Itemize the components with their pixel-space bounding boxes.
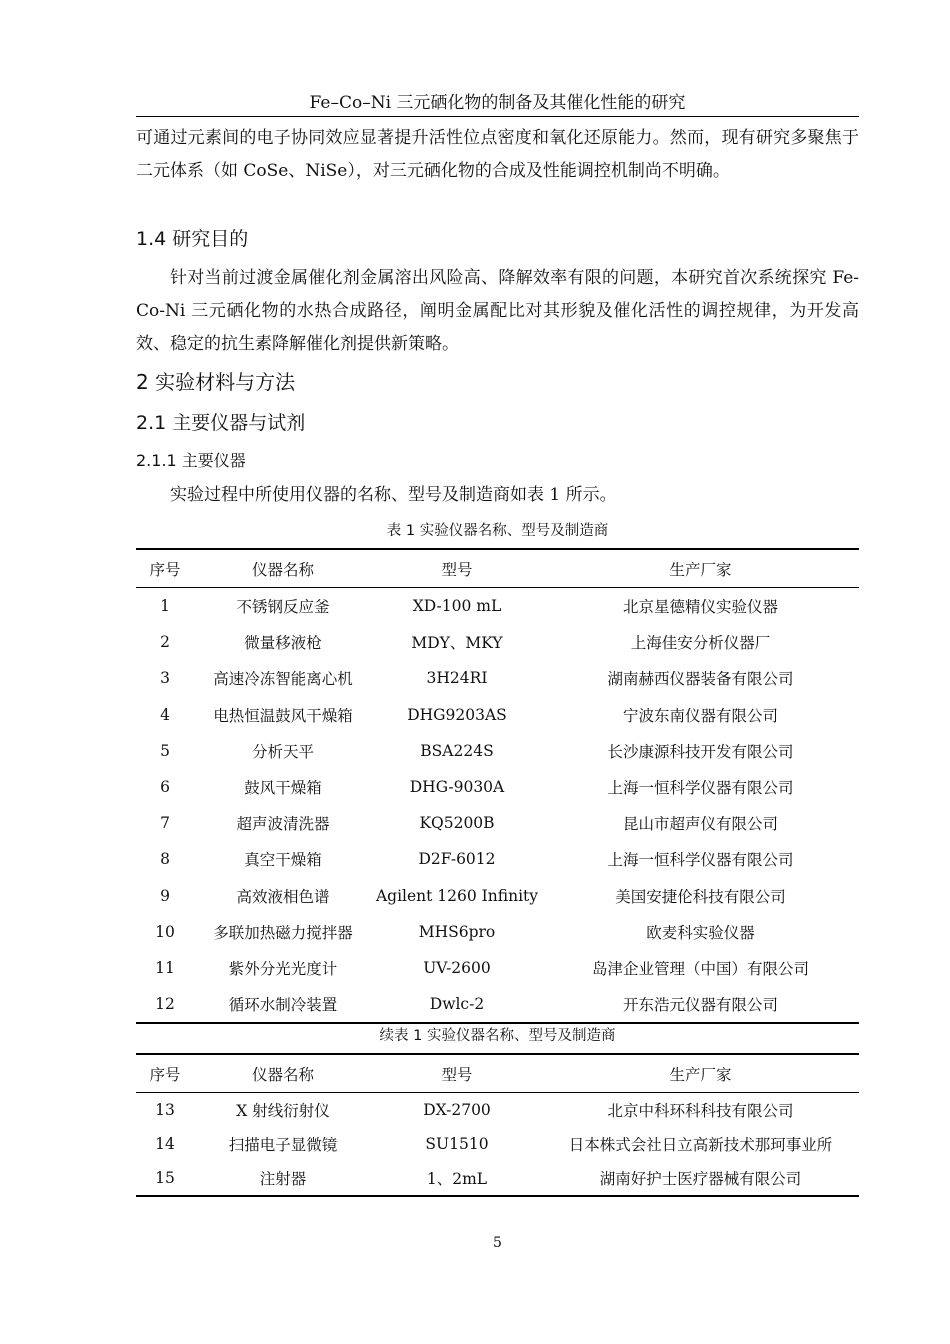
table-cell: 北京中科环科科技有限公司	[607, 1102, 794, 1120]
paragraph-2-1-1: 实验过程中所使用仪器的名称、型号及制造商如表 1 所示。	[170, 485, 617, 505]
table-cell: 昆山市超声仪有限公司	[622, 815, 778, 834]
table-row	[136, 769, 859, 805]
table-cell: 8	[160, 850, 170, 869]
table-cell: DHG9203AS	[407, 705, 507, 724]
table-row	[136, 733, 859, 769]
running-header: Fe–Co–Ni 三元硒化物的制备及其催化性能的研究	[309, 93, 686, 113]
table-cell: 1、2mL	[426, 1170, 488, 1188]
table-1-continued	[136, 1053, 859, 1197]
table-cell: 鼓风干燥箱	[244, 779, 322, 798]
column-header: 仪器名称	[194, 1054, 372, 1093]
table-cell: 上海一恒科学仪器有限公司	[607, 851, 794, 870]
table-cell: 14	[155, 1135, 175, 1153]
table-row	[136, 878, 859, 914]
table-cell: 欧麦科实验仪器	[646, 923, 755, 942]
table-cell: 上海佳安分析仪器厂	[630, 634, 771, 653]
table-row	[136, 1161, 859, 1196]
paragraph-1-4: 针对当前过渡金属催化剂金属溶出风险高、降解效率有限的问题，本研究首次系统探究 Fe-Co-Ni 三元硒化物的水热合成路径，阐明金属配比对其形貌及催化活性的调控规律，为开发高效、稳定的抗生素降解催化剂提供新策略。	[136, 268, 859, 354]
table-cell: 湖南好护士医疗器械有限公司	[599, 1170, 802, 1188]
table-cell: 真空干燥箱	[244, 851, 322, 870]
table-cell: 湖南赫西仪器装备有限公司	[607, 670, 794, 689]
table-row	[136, 986, 859, 1023]
table-row	[136, 588, 859, 625]
table-cell: 10	[155, 922, 175, 941]
table-cell: SU1510	[425, 1135, 489, 1153]
table-cell: 岛津企业管理（中国）有限公司	[591, 959, 809, 978]
table-cell: 循环水制冷装置	[228, 996, 338, 1015]
table-cell: 2	[160, 633, 170, 652]
table-header-row	[136, 1054, 859, 1093]
table-1	[136, 548, 859, 1024]
column-header: 生产厂家	[542, 549, 859, 588]
table-cell: 多联加热磁力搅拌器	[213, 923, 353, 942]
table-cell: 分析天平	[251, 742, 314, 761]
heading-2: 2 实验材料与方法	[136, 370, 296, 394]
table-cell: 不锈钢反应釜	[236, 598, 330, 617]
table-cell: 上海一恒科学仪器有限公司	[607, 779, 794, 798]
table-row	[136, 1127, 859, 1161]
table-cell: MDY、MKY	[411, 634, 503, 653]
intro-paragraph: 可通过元素间的电子协同效应显著提升活性位点密度和氧化还原能力。然而，现有研究多聚焦于二元体系（如 CoSe、NiSe），对三元硒化物的合成及性能调控机制尚不明确。	[136, 128, 859, 181]
table-cell: 高速冷冻智能离心机	[213, 670, 353, 689]
table-cell: 4	[160, 705, 170, 724]
table-cell: 北京星德精仪实验仪器	[622, 598, 778, 617]
table-cell: 7	[160, 814, 170, 833]
table-cell: 5	[160, 741, 170, 760]
table-row	[136, 950, 859, 986]
column-header: 仪器名称	[194, 549, 372, 588]
table-cell: MHS6pro	[418, 922, 496, 941]
table-cell: 扫描电子显微镜	[228, 1136, 338, 1154]
table-cell: 3	[160, 669, 170, 688]
table-cell: Agilent 1260 Infinity	[375, 886, 539, 905]
page-number: 5	[493, 1235, 502, 1251]
table-cell: 3H24RI	[426, 669, 488, 688]
table-row	[136, 624, 859, 660]
table-row	[136, 660, 859, 696]
table-cell: 高效液相色谱	[236, 887, 330, 906]
table-cell: 日本株式会社日立高新技术那珂事业所	[568, 1136, 833, 1154]
table-row	[136, 841, 859, 877]
table-cell: 美国安捷伦科技有限公司	[615, 887, 786, 906]
column-header: 序号	[136, 1054, 194, 1093]
table-cell: 12	[155, 995, 175, 1014]
table-cell: 宁波东南仪器有限公司	[622, 706, 778, 725]
table-cell: 超声波清洗器	[236, 815, 330, 834]
table-row	[136, 697, 859, 733]
table-cell: Dwlc-2	[429, 995, 485, 1014]
table-cell: XD-100 mL	[412, 597, 502, 616]
heading-2-1-1: 2.1.1 主要仪器	[136, 451, 246, 470]
column-header: 生产厂家	[542, 1054, 859, 1093]
table-cell: KQ5200B	[419, 814, 495, 833]
table-cell: 9	[160, 886, 170, 905]
table-cell: BSA224S	[420, 741, 494, 760]
table-row	[136, 914, 859, 950]
table-cell: 长沙康源科技开发有限公司	[607, 742, 794, 761]
table-cell: UV-2600	[423, 958, 491, 977]
table-header-row	[136, 549, 859, 588]
header-rule	[136, 116, 859, 117]
table1-continued-caption: 续表 1 实验仪器名称、型号及制造商	[379, 1028, 616, 1044]
table1-caption: 表 1 实验仪器名称、型号及制造商	[386, 523, 609, 539]
table-cell: 电热恒温鼓风干燥箱	[213, 706, 353, 725]
table-cell: 微量移液枪	[244, 634, 322, 653]
table-cell: DX-2700	[423, 1101, 491, 1119]
table-cell: D2F-6012	[418, 850, 496, 869]
table-cell: 开东浩元仪器有限公司	[622, 996, 778, 1015]
table-row	[136, 1093, 859, 1128]
table-cell: 15	[155, 1169, 175, 1187]
heading-1-4: 1.4 研究目的	[136, 228, 249, 250]
column-header: 型号	[372, 549, 542, 588]
column-header: 序号	[136, 549, 194, 588]
table-cell: 注射器	[259, 1170, 307, 1188]
table-cell: 13	[155, 1101, 175, 1119]
table-cell: DHG-9030A	[409, 778, 505, 797]
column-header: 型号	[372, 1054, 542, 1093]
table-row	[136, 805, 859, 841]
table-cell: 6	[160, 778, 170, 797]
table-cell: 1	[160, 597, 170, 616]
table-cell: 紫外分光光度计	[228, 959, 338, 978]
heading-2-1: 2.1 主要仪器与试剂	[136, 412, 306, 434]
table-cell: X 射线衍射仪	[236, 1102, 330, 1120]
table-cell: 11	[155, 958, 175, 977]
